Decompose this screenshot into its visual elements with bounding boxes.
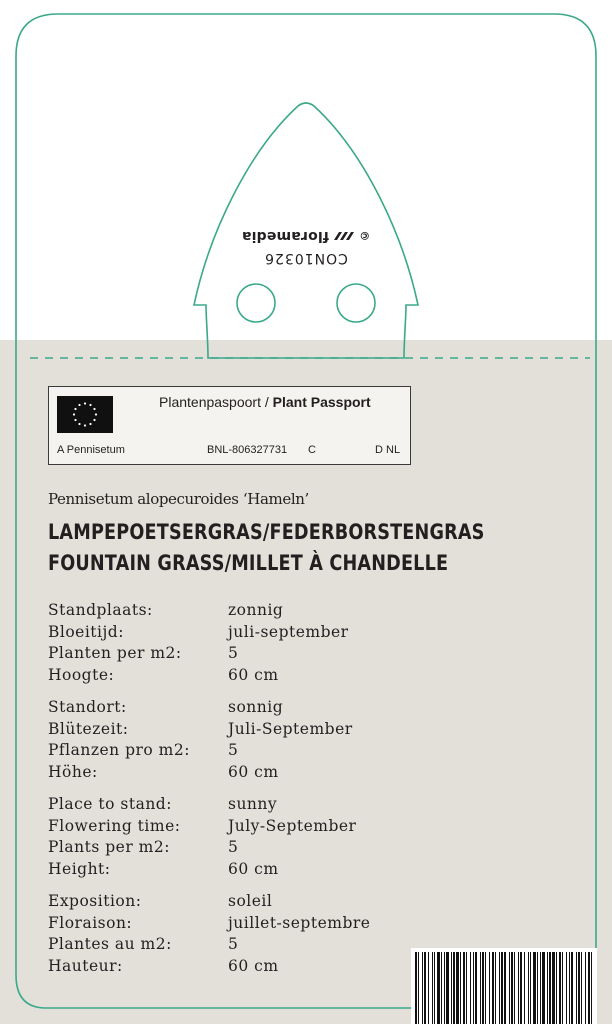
- barcode-bar: [415, 952, 417, 1024]
- common-name-line2: FOUNTAIN GRASS/MILLET À CHANDELLE: [48, 551, 449, 575]
- floramedia-logo-icon: [333, 230, 355, 242]
- info-row: Exposition: soleil: [48, 892, 273, 910]
- common-name-line1: LAMPEPOETSERGRAS/FEDERBORSTENGRAS: [48, 520, 485, 544]
- barcode-bar: [482, 952, 484, 1024]
- passport-title: Plantenpaspoort / Plant Passport: [159, 394, 371, 410]
- product-code: CON10326: [264, 250, 348, 266]
- barcode-bar: [530, 952, 531, 1024]
- info-row: Floraison: juillet-septembre: [48, 913, 371, 932]
- barcode-bar: [492, 952, 494, 1024]
- barcode-bar: [518, 952, 519, 1024]
- barcode-bar: [581, 952, 582, 1024]
- barcode-bar: [451, 952, 452, 1024]
- info-row: Standplaats: zonnig: [48, 601, 284, 619]
- barcode-bar: [489, 952, 490, 1024]
- barcode-bar: [485, 952, 486, 1024]
- barcode-bar: [422, 952, 423, 1024]
- barcode-bar: [418, 952, 419, 1024]
- info-row: Place to stand: sunny: [48, 795, 278, 813]
- info-row: Plantes au m2: 5: [48, 935, 239, 953]
- barcode-bar: [549, 952, 551, 1024]
- barcode-bar: [460, 952, 461, 1024]
- barcode-bar: [514, 952, 515, 1024]
- barcode-bar: [562, 952, 563, 1024]
- barcode-bar: [470, 952, 471, 1024]
- brand-name: floramedia: [241, 228, 330, 244]
- barcode-bar: [480, 952, 481, 1024]
- barcode-bar: [428, 952, 429, 1024]
- tag-brand-rotated: [236, 228, 376, 266]
- passport-field-c: C: [308, 444, 316, 456]
- barcode-bar: [585, 952, 586, 1024]
- barcode-bar: [556, 952, 557, 1024]
- info-row: Hoogte: 60 cm: [48, 665, 279, 684]
- barcode-bar: [466, 952, 467, 1024]
- info-block-fr: [48, 891, 448, 977]
- barcode-bar: [528, 952, 529, 1024]
- barcode-bar: [576, 952, 577, 1024]
- info-row: Bloeitijd: juli-september: [48, 622, 349, 641]
- barcode-bar: [434, 952, 435, 1024]
- info-row: Blütezeit: Juli-September: [48, 719, 353, 738]
- barcode-bar: [588, 952, 590, 1024]
- barcode-bar: [533, 952, 536, 1024]
- barcode-bar: [566, 952, 567, 1024]
- barcode-bar: [509, 952, 510, 1024]
- barcode: [411, 948, 597, 1024]
- info-block-en: [48, 794, 448, 880]
- barcode-bar: [475, 952, 477, 1024]
- eu-flag-icon: [57, 396, 113, 433]
- latin-name: Pennisetum alopecuroides ‘Hameln’: [48, 490, 309, 508]
- barcode-bar: [499, 952, 500, 1024]
- passport-field-d: D NL: [375, 444, 401, 456]
- info-row: Plants per m2: 5: [48, 838, 239, 856]
- plant-passport-box: [48, 386, 411, 465]
- barcode-bar: [537, 952, 538, 1024]
- passport-field-a: A Pennisetum: [57, 444, 125, 456]
- barcode-bar: [456, 952, 459, 1024]
- barcode-bar: [495, 952, 496, 1024]
- passport-field-b: BNL-806327731: [207, 444, 288, 456]
- barcode-bar: [547, 952, 548, 1024]
- barcode-bar: [520, 952, 522, 1024]
- barcode-bar: [559, 952, 561, 1024]
- barcode-bar: [444, 952, 445, 1024]
- barcode-bar: [591, 952, 592, 1024]
- copyright-mark: ©: [359, 229, 371, 243]
- info-row: Höhe: 60 cm: [48, 762, 279, 781]
- barcode-bar: [437, 952, 440, 1024]
- barcode-bar: [524, 952, 525, 1024]
- info-block-de: [48, 697, 448, 783]
- info-row: Standort: sonnig: [48, 698, 284, 716]
- barcode-bar: [424, 952, 426, 1024]
- barcode-bar: [473, 952, 474, 1024]
- barcode-bar: [504, 952, 506, 1024]
- barcode-bar: [432, 952, 433, 1024]
- info-block-nl: [48, 600, 448, 686]
- barcode-bar: [542, 952, 545, 1024]
- barcode-bar: [571, 952, 573, 1024]
- barcode-bar: [463, 952, 465, 1024]
- info-row: Flowering time: July-September: [48, 816, 357, 835]
- barcode-bar: [453, 952, 455, 1024]
- barcode-bar: [511, 952, 513, 1024]
- barcode-bar: [540, 952, 541, 1024]
- info-row: Pflanzen pro m2: 5: [48, 741, 239, 759]
- info-row: Hauteur: 60 cm: [48, 956, 279, 975]
- barcode-bar: [501, 952, 503, 1024]
- barcode-bar: [446, 952, 449, 1024]
- barcode-bar: [578, 952, 580, 1024]
- info-row: Height: 60 cm: [48, 859, 279, 878]
- info-row: Planten per m2: 5: [48, 644, 239, 662]
- barcode-bar: [552, 952, 555, 1024]
- floramedia-logo: [236, 228, 376, 244]
- barcode-bar: [441, 952, 442, 1024]
- barcode-bar: [569, 952, 570, 1024]
